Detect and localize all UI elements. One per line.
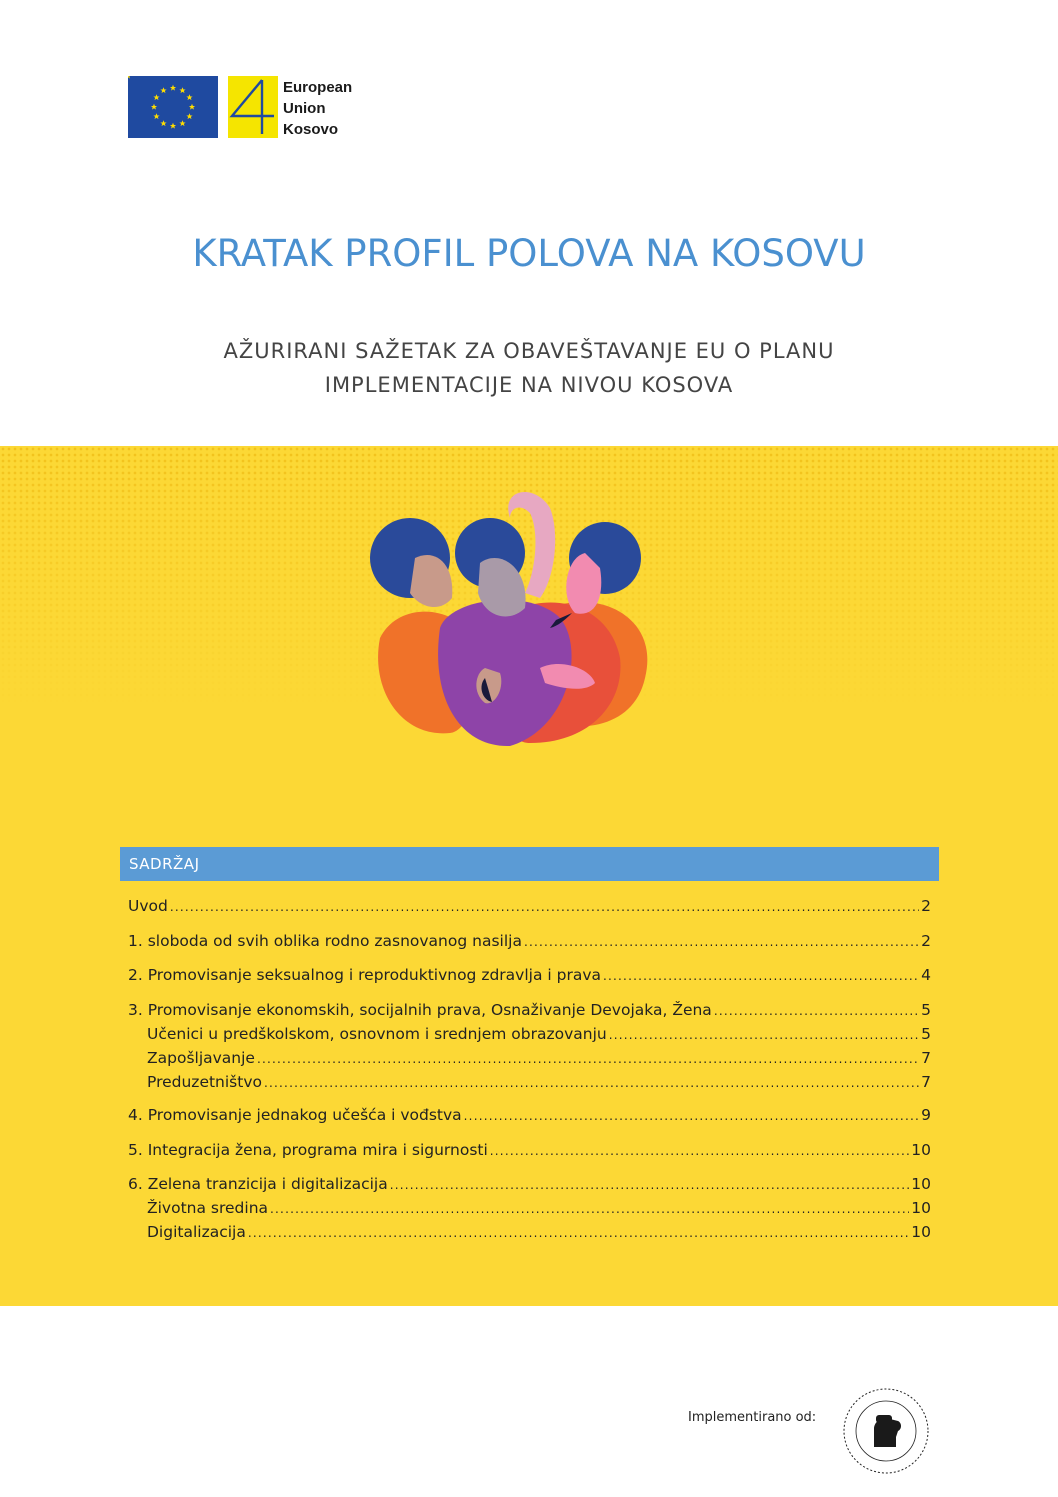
toc-leader bbox=[714, 1003, 919, 1019]
kosovo-4-icon bbox=[228, 76, 278, 138]
toc-entry[interactable] bbox=[128, 1171, 931, 1193]
toc-entry-page: 10 bbox=[911, 1223, 931, 1241]
implemented-by-label: Implementirano od: bbox=[688, 1410, 817, 1425]
toc-entry-text: Preduzetništvo bbox=[147, 1073, 262, 1091]
toc-leader bbox=[390, 1177, 910, 1193]
toc-leader bbox=[490, 1143, 909, 1159]
toc-entry[interactable] bbox=[128, 1102, 931, 1124]
toc-entry[interactable] bbox=[128, 893, 931, 915]
toc-entry-page: 5 bbox=[921, 1001, 931, 1019]
toc-entry-text: 4. Promovisanje jednakog učešća i vođstva bbox=[128, 1106, 462, 1124]
toc-entry-page: 7 bbox=[921, 1073, 931, 1091]
toc-leader bbox=[257, 1051, 919, 1067]
eu-kosovo-logo bbox=[128, 76, 368, 138]
toc-entry[interactable] bbox=[128, 928, 931, 950]
toc-entry-text: Učenici u predškolskom, osnovnom i srednjem obrazovanju bbox=[147, 1025, 607, 1043]
logo-line-kosovo: Kosovo bbox=[283, 121, 339, 138]
toc-leader bbox=[264, 1075, 919, 1091]
toc-subentry[interactable] bbox=[147, 1069, 931, 1091]
toc-entry-page: 5 bbox=[921, 1025, 931, 1043]
toc-entry-text: Životna sredina bbox=[147, 1199, 269, 1217]
toc-leader bbox=[464, 1108, 919, 1124]
toc-leader bbox=[170, 899, 919, 915]
toc-entry-page: 4 bbox=[921, 966, 931, 984]
toc-entry[interactable] bbox=[128, 997, 931, 1019]
toc-entry-page: 10 bbox=[911, 1175, 931, 1193]
toc-entry-text: 6. Zelena tranzicija i digitalizacija bbox=[128, 1175, 388, 1193]
toc-heading: SADRŽAJ bbox=[120, 847, 939, 881]
toc-subentry[interactable] bbox=[147, 1021, 931, 1043]
logo-line-union: Union bbox=[283, 100, 326, 117]
toc-leader bbox=[270, 1201, 909, 1217]
toc-entry-page: 10 bbox=[911, 1199, 931, 1217]
document-subtitle bbox=[0, 334, 1058, 402]
toc-leader bbox=[248, 1225, 909, 1241]
toc-entry[interactable] bbox=[128, 962, 931, 984]
toc-subentry[interactable] bbox=[147, 1219, 931, 1241]
toc-leader bbox=[609, 1027, 919, 1043]
toc-entry-text: Uvod bbox=[128, 897, 168, 915]
logo-line-european: European bbox=[283, 79, 353, 96]
toc-leader bbox=[524, 934, 919, 950]
toc-entry-page: 9 bbox=[921, 1106, 931, 1124]
eu-flag-icon bbox=[128, 76, 218, 138]
toc-entry-page: 7 bbox=[921, 1049, 931, 1067]
toc-entry-text: 1. sloboda od svih oblika rodno zasnovanog nasilja bbox=[128, 932, 522, 950]
subtitle-line-2: IMPLEMENTACIJE NA NIVOU KOSOVA bbox=[324, 373, 734, 397]
toc-entry-page: 2 bbox=[921, 932, 931, 950]
toc-entry-page: 2 bbox=[921, 897, 931, 915]
document-title: KRATAK PROFIL POLOVA NA KOSOVU bbox=[192, 232, 866, 275]
organization-seal-icon bbox=[838, 1385, 934, 1477]
toc-entry-text: Digitalizacija bbox=[147, 1223, 246, 1241]
toc-leader bbox=[603, 968, 919, 984]
toc-subentry[interactable] bbox=[147, 1195, 931, 1217]
toc-entry-text: 5. Integracija žena, programa mira i sigurnosti bbox=[128, 1141, 488, 1159]
toc-entry-text: 3. Promovisanje ekonomskih, socijalnih prava, Osnaživanje Devojaka, Žena bbox=[128, 1001, 712, 1019]
people-illustration bbox=[360, 488, 660, 753]
toc-subentry[interactable] bbox=[147, 1045, 931, 1067]
toc-entry-page: 10 bbox=[911, 1141, 931, 1159]
logo-wordmark bbox=[283, 77, 352, 140]
toc-entry[interactable] bbox=[128, 1137, 931, 1159]
toc-entry-text: 2. Promovisanje seksualnog i reproduktivnog zdravlja i prava bbox=[128, 966, 601, 984]
toc-entry-text: Zapošljavanje bbox=[147, 1049, 255, 1067]
subtitle-line-1: AŽURIRANI SAŽETAK ZA OBAVEŠTAVANJE EU O PLANU bbox=[223, 339, 835, 363]
